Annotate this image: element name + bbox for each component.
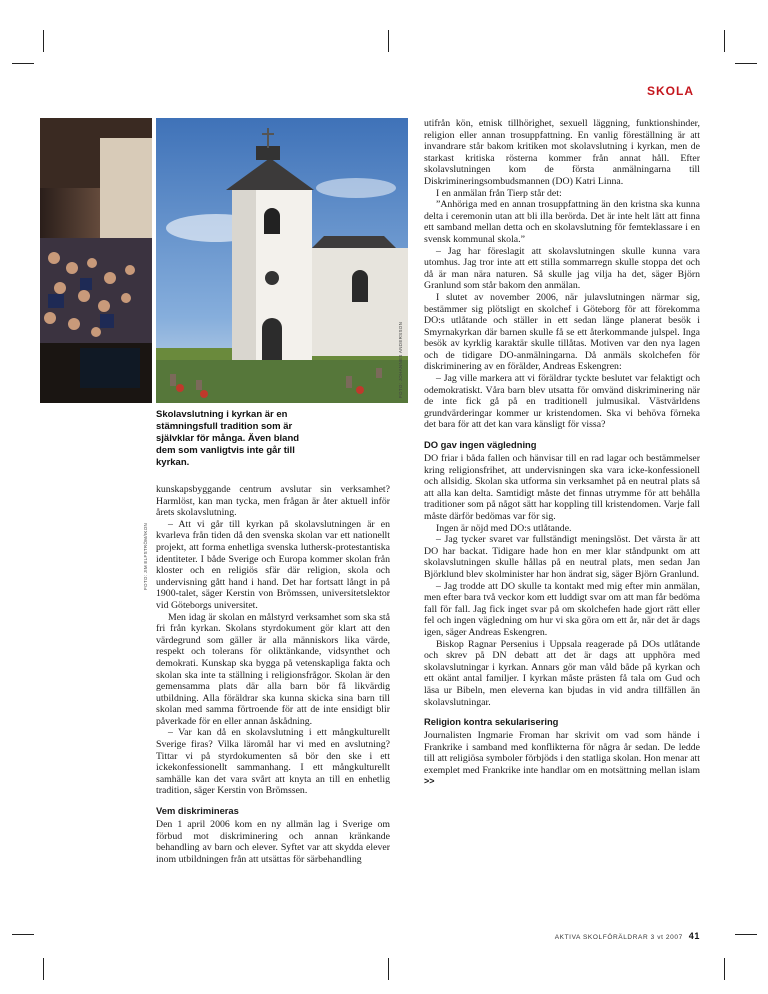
paragraph: – Att vi går till kyrkan på skolavslutningen är en kvarleva från tiden då den svenska skolan var ett nationellt projekt, att forma enhetliga svenska luthersk-protestantiska identiteter. I både Sverige och Europa kommer skolan från kloster och en religiös sfär där religion, skola och undervisning gått hand i hand. Det har fortsatt långt in på 1900-talet, säger Kerstin von Brömssen, universitetslektor vid Göteborgs universitet. xyxy=(156,518,390,611)
photo-credit: FOTO: JOHANNES ANDERSSON xyxy=(398,321,403,398)
photo-credit: FOTO: JIM ELFSTRÖM/IKON xyxy=(143,522,148,590)
paragraph: Biskop Ragnar Persenius i Uppsala reagerade på DOs utlåtande och skrev på DN debatt att det är dags att upphöra med skolavslutningar i kyrkan. Annars gör man våld både på kyrkan och ett okänt antal familjer. I kyrkan måste prästen få tala om Gud och läsa ur Bibeln, men eleverna kan bjudas in vid andra tillfällen än skolavslutningar. xyxy=(424,638,700,708)
paragraph: Men idag är skolan en målstyrd verksamhet som ska stå fri från kyrkan. Skolans styrdokument gör klart att den värdegrund som gäller är alla människors lika värde, respekt och tolerans för oliktänkande, vidsynthet och demokrati. Kunskap ska bygga på vetenskapliga fakta och skolan ska inte ta ställning i religionsfrågor. Skolan är den gemensamma plats där alla barn bör få likvärdig utbildning. Alla föräldrar ska kunna skicka sina barn till skolan med samma förtroende för att de inte ensidigt blir påverkade för en eller annan åskådning. xyxy=(156,611,390,727)
paragraph: – Jag ville markera att vi föräldrar tyckte beslutet var felaktigt och odemokratiskt. Våra barn blev utsatta för omvänd diskriminering när de inte fick gå på en traditionell julmusikal. Västvärldens grundvärderingar kommer ur kristendomen. Ska vi behöva förneka det bara för att det kan vara känsligt för vissa? xyxy=(424,373,700,431)
paragraph: I en anmälan från Tierp står det: xyxy=(436,187,562,199)
article-column-1 xyxy=(156,484,390,865)
crop-mark xyxy=(43,30,44,52)
paragraph: I slutet av november 2006, när julavslutningen närmar sig, bestämmer sig plötsligt en skolchef i Göteborg för att förekomma DO:s utlåtande och ställer in ett sedan länge planerat besök i Smyrnakyrkan där barnen skulle få se ett återkommande julspel. Inga besök av kyrklig karaktär skulle tillåtas. Motiven var den nya lagen och de tidigare DO-anmälningarna. Då anmäls skolchefen för diskriminering av en förälder, Andreas Eskengren: xyxy=(424,291,700,373)
paragraph: Den 1 april 2006 kom en ny allmän lag i Sverige om förbud mot diskriminering och annan kränkande behandling av barn och elever. Syftet var att skydda elever inom utbildningen från att utsättas för särbehandling xyxy=(156,819,390,865)
church-crowd-photo xyxy=(40,118,152,403)
paragraph: utifrån kön, etnisk tillhörighet, sexuell läggning, funktionshinder, religion eller annan trosuppfattning. En vanlig föreställning är att invandrare står bakom kritiken mot skolavslutning i kyrkan, men de starkast kritiska rösterna kommer från annat håll. Efter skolavslutningen kom de första anmälningarna till Diskrimineringsombudsmannen (DO) Katri Linna. xyxy=(424,118,700,187)
crop-mark xyxy=(43,958,44,980)
photo-caption: Skolavslutning i kyrkan är en stämningsfull tradition som är självklar för många. Även bland dem som vanligtvis inte går till kyrkan. xyxy=(156,409,300,468)
quote-paragraph: ”Anhöriga med en annan trosuppfattning än den kristna ska kunna delta i ceremonin utan att bli illa berörda. Det är inte helt lätt att finna ett samband mellan detta och en skolavslutning för femteklassare i en svensk kommunal skola.” xyxy=(424,199,700,245)
paragraph: – Var kan då en skolavslutning i ett mångkulturellt Sverige firas? Vilka läromål har vi med en avslutning? Tittar vi på styrdokumenten så bör den ske i ett ickekonfessionellt sammanhang. I ett mångkulturellt samhälle kan det vara svårt att knyta an till en enhetlig tradition, säger Kerstin von Brömssen. xyxy=(156,727,390,797)
paragraph xyxy=(424,730,700,788)
subheading: Vem diskrimineras xyxy=(156,805,239,817)
article-column-2 xyxy=(424,118,700,788)
paragraph: – Jag trodde att DO skulle ta kontakt med mig efter min anmälan, men efter bara två veckor kom ett luddigt svar om att man får bedöma fall för fall. Jag fick inget svar på om skolchefen hade gjort rätt eller fel och ingen vägledning om hur vi ska göra om ett år, när det är dags igen, säger Andreas Eskengren. xyxy=(424,580,700,638)
paragraph: – Jag tycker svaret var fullständigt meningslöst. Det värsta är att DO har backat. Tidigare hade hon en mer klar ståndpunkt om att skolavslutningen skulle hållas på en neutral plats, men sedan Jan Björklund blev skolminister har hon ändrat sig, säger Björn Granlund. xyxy=(424,534,700,580)
paragraph-text: Journalisten Ingmarie Froman har skrivit om vad som hände i Frankrike i samband med konflikterna för några år sedan. De ledde till att religiösa symboler förbjöds i den statliga skolan. Hon menar att exemplet med Frankrike inte handlar om en motsättning mellan islam xyxy=(424,730,700,776)
continue-arrow-icon: >> xyxy=(424,776,435,787)
crop-mark xyxy=(724,30,725,52)
crop-mark xyxy=(388,30,389,52)
paragraph: kunskapsbyggande centrum avslutar sin verksamhet? Harmlöst, kan man tycka, men frågan är åter aktuell inför årets skolavslutning. xyxy=(156,484,390,519)
paragraph: Ingen är nöjd med DO:s utlåtande. xyxy=(436,522,572,534)
crop-mark xyxy=(724,958,725,980)
magazine-name: AKTIVA SKOLFÖRÄLDRAR 3 vt 2007 xyxy=(554,934,683,941)
crop-mark xyxy=(12,934,34,935)
church-photo xyxy=(156,118,408,403)
page-number: 41 xyxy=(688,931,700,941)
paragraph: DO friar i båda fallen och hänvisar till en rad lagar och bestämmelser kring religionsfrihet, att undervisningen ska vara icke-konfessionell och allsidig. Skolan ska utforma sin verksamhet på en neutral plats så att alla kan delta. Samtidigt måste det finnas utrymme för att behålla traditioner som på något sätt har koppling till kristendomen. Varje fall måste därför bedömas var för sig. xyxy=(424,453,700,522)
subheading: Religion kontra sekularisering xyxy=(424,716,559,728)
page-footer xyxy=(555,931,700,941)
crop-mark xyxy=(12,63,34,64)
subheading: DO gav ingen vägledning xyxy=(424,439,537,451)
section-label: SKOLA xyxy=(647,84,694,98)
crop-mark xyxy=(388,958,389,980)
paragraph: – Jag har föreslagit att skolavslutningen skulle kunna vara utomhus. Jag tror inte att ett stilla sommarregn skulle stoppa det och då är man nära naturen. Så skulle jag vilja ha det, säger Björn Granlund som står bakom den anmälan. xyxy=(424,245,700,292)
crop-mark xyxy=(735,63,757,64)
crop-mark xyxy=(735,934,757,935)
